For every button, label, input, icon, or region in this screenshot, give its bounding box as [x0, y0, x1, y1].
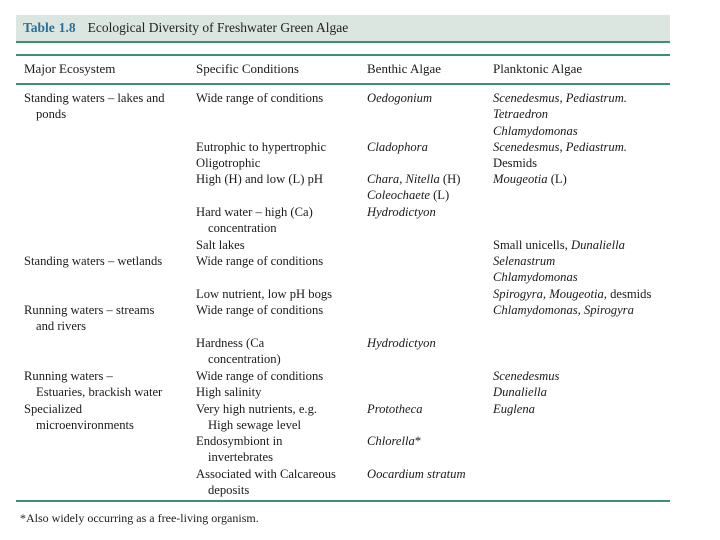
benthic-chara-nitella [367, 171, 460, 187]
benthic-hydrodictyon-hard: Hydrodictyon [367, 205, 436, 219]
ecosystem-specialized-line1: Specialized [24, 402, 83, 416]
benthic-prototheca: Prototheca [367, 402, 423, 416]
benthic-chlorella [367, 433, 421, 449]
condition-endosymbiont-line1: Endosymbiont in [196, 434, 283, 448]
condition-hard-water [196, 204, 313, 237]
planktonic-scenedesmus-pediastrum: Scenedesmus, Pediastrum. [493, 91, 627, 105]
planktonic-wetlands [493, 253, 651, 302]
condition-high-salinity: High salinity [196, 385, 262, 399]
condition-calcareous [196, 466, 336, 499]
planktonic-estuaries [493, 368, 559, 401]
ecosystem-specialized [24, 401, 134, 434]
condition-high-nutrients [196, 401, 317, 434]
table-header-row [16, 54, 670, 85]
benthic-coleochaete-name: Coleochaete [367, 188, 430, 202]
benthic-chlorella-name: Chlorella [367, 434, 415, 448]
ecosystem-estuaries [24, 368, 162, 401]
planktonic-mougeotia-name: Mougeotia [493, 172, 548, 186]
condition-high-nutrients-line1: Very high nutrients, e.g. [196, 402, 318, 416]
planktonic-mougeotia [493, 171, 567, 187]
table-title-bar [16, 15, 670, 43]
condition-calcareous-line1: Associated with Calcareous [196, 467, 336, 481]
planktonic-mougeotia-ph: (L) [547, 172, 567, 186]
ecosystem-lakes [24, 90, 165, 123]
condition-hard-water-line2: concentration [208, 221, 277, 236]
condition-low-nutrient: Low nutrient, low pH bogs [196, 287, 333, 301]
condition-eutrophic: Eutrophic to hypertrophic [196, 140, 327, 154]
ecosystem-streams [24, 302, 154, 335]
ecosystem-specialized-line2: microenvironments [36, 418, 134, 433]
ecosystem-lakes-line2: ponds [36, 107, 67, 122]
planktonic-lakes-wide [493, 90, 627, 139]
benthic-cladophora: Cladophora [367, 140, 428, 154]
ecosystem-wetlands: Standing waters – wetlands [24, 254, 163, 268]
benthic-chlorella-footnote-mark: * [414, 434, 422, 448]
benthic-hydrodictyon-hardness: Hydrodictyon [367, 336, 436, 350]
benthic-oedogonium: Oedogonium [367, 91, 433, 105]
ecosystem-lakes-line1: Standing waters – lakes and [24, 91, 165, 105]
ecosystem-estuaries-line1: Running waters – [24, 369, 113, 383]
condition-endosymbiont-line2: invertebrates [208, 450, 274, 465]
ecosystem-streams-line1: Running waters – streams [24, 303, 155, 317]
planktonic-eutrophic: Scenedesmus, Pediastrum. [493, 140, 627, 154]
planktonic-spirogyra-mougeotia: Spirogyra, Mougeotia, [493, 286, 607, 301]
planktonic-salt-lakes [493, 237, 625, 253]
header-specific-conditions: Specific Conditions [196, 61, 299, 76]
condition-hard-water-line1: Hard water – high (Ca) [196, 205, 313, 219]
condition-hardness [196, 335, 281, 368]
condition-wide-range-estuaries: Wide range of conditions [196, 369, 324, 383]
benthic-coleochaete [367, 187, 449, 203]
benthic-chara-nitella-ph: (H) [439, 172, 461, 186]
planktonic-scenedesmus: Scenedesmus [493, 369, 560, 383]
planktonic-dunaliella-estuaries: Dunaliella [493, 385, 547, 400]
table-bottom-rule [16, 500, 670, 502]
condition-endosymbiont [196, 433, 282, 466]
ecosystem-streams-line2: and rivers [36, 319, 87, 334]
planktonic-desmids: Desmids [493, 156, 538, 170]
header-benthic-algae: Benthic Algae [367, 61, 442, 76]
condition-salt-lakes: Salt lakes [196, 238, 245, 252]
condition-high-nutrients-line2: High sewage level [208, 418, 302, 433]
benthic-coleochaete-ph: (L) [429, 188, 450, 202]
condition-hardness-line2: concentration) [208, 352, 281, 367]
condition-calcareous-line2: deposits [208, 483, 250, 498]
condition-wide-range-streams: Wide range of conditions [196, 303, 324, 317]
benthic-chara-nitella-name: Chara, Nitella [367, 172, 440, 186]
planktonic-bogs [493, 286, 651, 302]
table-label: Table [23, 20, 55, 35]
planktonic-small-unicells: Small unicells, [493, 238, 572, 252]
ecosystem-estuaries-line2: Estuaries, brackish water [36, 385, 163, 400]
condition-hardness-line1: Hardness (Ca [196, 336, 265, 350]
condition-oligotrophic: Oligotrophic [196, 156, 261, 170]
planktonic-streams: Chlamydomonas, Spirogyra [493, 303, 634, 317]
planktonic-chlamydomonas: Chlamydomonas [493, 123, 578, 138]
table-footnote: *Also widely occurring as a free-living organism. [20, 511, 259, 525]
planktonic-euglena: Euglena [493, 402, 535, 416]
planktonic-bog-desmids: desmids [606, 286, 652, 301]
planktonic-dunaliella: Dunaliella [571, 238, 625, 252]
header-planktonic-algae: Planktonic Algae [493, 61, 583, 76]
condition-ph: High (H) and low (L) pH [196, 172, 323, 186]
table-number: 1.8 [58, 20, 76, 35]
table-title: Ecological Diversity of Freshwater Green Algae [87, 20, 349, 35]
planktonic-tetraedron: Tetraedron [493, 107, 549, 122]
condition-wide-range-lakes: Wide range of conditions [196, 91, 324, 105]
planktonic-chlamydomonas-wetlands: Chlamydomonas [493, 270, 578, 285]
condition-wide-range-wetlands: Wide range of conditions [196, 254, 324, 268]
benthic-oocardium: Oocardium stratum [367, 467, 466, 481]
header-major-ecosystem: Major Ecosystem [24, 61, 116, 76]
planktonic-selenastrum: Selenastrum [493, 254, 556, 268]
